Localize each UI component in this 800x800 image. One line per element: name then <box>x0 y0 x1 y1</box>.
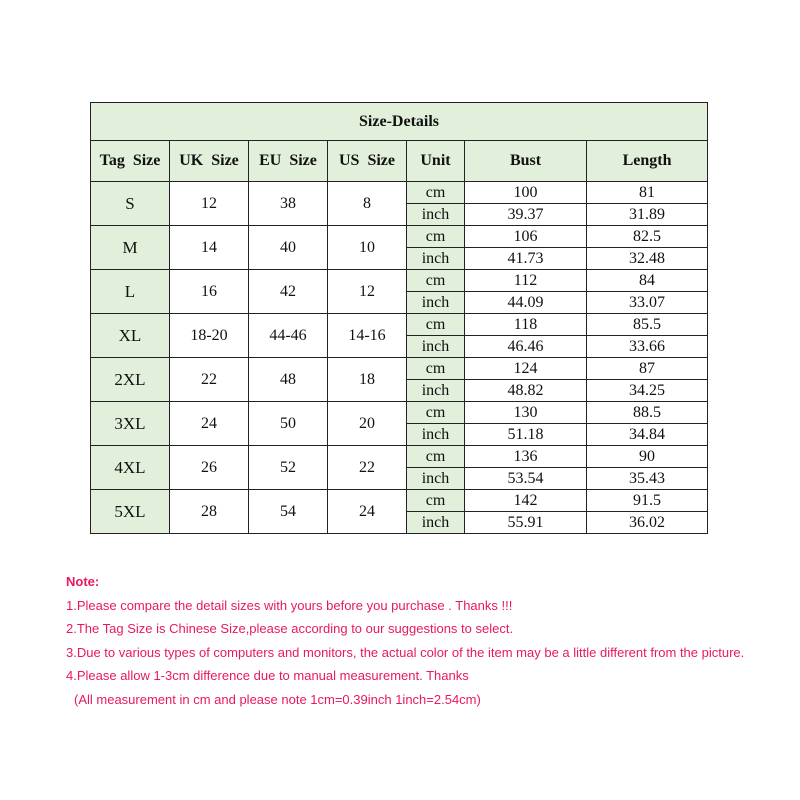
length-cell: 87 <box>587 358 708 380</box>
uk-size-cell: 12 <box>170 182 249 226</box>
uk-size-cell: 18-20 <box>170 314 249 358</box>
table-row <box>91 446 708 468</box>
bust-cell: 48.82 <box>465 380 587 402</box>
unit-cell: inch <box>407 336 465 358</box>
table-row <box>91 402 708 424</box>
tag-size-cell: 2XL <box>91 358 170 402</box>
uk-size-cell: 14 <box>170 226 249 270</box>
us-size-cell: 8 <box>328 182 407 226</box>
length-cell: 35.43 <box>587 468 708 490</box>
unit-cell: cm <box>407 270 465 292</box>
length-cell: 88.5 <box>587 402 708 424</box>
length-cell: 36.02 <box>587 512 708 534</box>
length-cell: 34.84 <box>587 424 708 446</box>
uk-size-cell: 24 <box>170 402 249 446</box>
length-cell: 32.48 <box>587 248 708 270</box>
length-cell: 31.89 <box>587 204 708 226</box>
length-cell: 91.5 <box>587 490 708 512</box>
bust-cell: 44.09 <box>465 292 587 314</box>
us-size-cell: 18 <box>328 358 407 402</box>
bust-cell: 112 <box>465 270 587 292</box>
header-length: Length <box>587 141 708 182</box>
length-cell: 33.07 <box>587 292 708 314</box>
tag-size-cell: M <box>91 226 170 270</box>
header-row <box>91 141 708 182</box>
us-size-cell: 14-16 <box>328 314 407 358</box>
bust-cell: 41.73 <box>465 248 587 270</box>
eu-size-cell: 40 <box>249 226 328 270</box>
note-line-3: 3.Due to various types of computers and monitors, the actual color of the item may be a little different from the picture. <box>66 644 745 660</box>
length-cell: 33.66 <box>587 336 708 358</box>
eu-size-cell: 48 <box>249 358 328 402</box>
note-line-4: 4.Please allow 1-3cm difference due to manual measurement. Thanks <box>66 668 469 683</box>
tag-size-cell: L <box>91 270 170 314</box>
header-tag-size: Tag Size <box>91 141 170 182</box>
header-uk-size: UK Size <box>170 141 249 182</box>
bust-cell: 39.37 <box>465 204 587 226</box>
notes-title: Note: <box>66 574 100 589</box>
bust-cell: 53.54 <box>465 468 587 490</box>
unit-cell: cm <box>407 402 465 424</box>
bust-cell: 130 <box>465 402 587 424</box>
table-title: Size-Details <box>91 103 708 141</box>
length-cell: 34.25 <box>587 380 708 402</box>
tag-size-cell: 4XL <box>91 446 170 490</box>
eu-size-cell: 42 <box>249 270 328 314</box>
table-row <box>91 226 708 248</box>
length-cell: 81 <box>587 182 708 204</box>
us-size-cell: 10 <box>328 226 407 270</box>
unit-cell: cm <box>407 314 465 336</box>
bust-cell: 106 <box>465 226 587 248</box>
tag-size-cell: 5XL <box>91 490 170 534</box>
table-row <box>91 314 708 336</box>
unit-cell: cm <box>407 182 465 204</box>
us-size-cell: 22 <box>328 446 407 490</box>
length-cell: 90 <box>587 446 708 468</box>
unit-cell: inch <box>407 468 465 490</box>
header-bust: Bust <box>465 141 587 182</box>
bust-cell: 142 <box>465 490 587 512</box>
unit-cell: cm <box>407 446 465 468</box>
eu-size-cell: 52 <box>249 446 328 490</box>
table-row <box>91 358 708 380</box>
us-size-cell: 12 <box>328 270 407 314</box>
notes-section <box>66 570 744 711</box>
note-line-1: 1.Please compare the detail sizes with yours before you purchase . Thanks !!! <box>66 597 513 613</box>
eu-size-cell: 38 <box>249 182 328 226</box>
bust-cell: 100 <box>465 182 587 204</box>
bust-cell: 124 <box>465 358 587 380</box>
eu-size-cell: 44-46 <box>249 314 328 358</box>
tag-size-cell: 3XL <box>91 402 170 446</box>
uk-size-cell: 26 <box>170 446 249 490</box>
unit-cell: inch <box>407 512 465 534</box>
unit-cell: cm <box>407 358 465 380</box>
unit-cell: inch <box>407 292 465 314</box>
tag-size-cell: S <box>91 182 170 226</box>
uk-size-cell: 28 <box>170 490 249 534</box>
eu-size-cell: 54 <box>249 490 328 534</box>
header-unit: Unit <box>407 141 465 182</box>
table-body <box>91 182 708 534</box>
us-size-cell: 24 <box>328 490 407 534</box>
uk-size-cell: 22 <box>170 358 249 402</box>
us-size-cell: 20 <box>328 402 407 446</box>
unit-cell: inch <box>407 424 465 446</box>
eu-size-cell: 50 <box>249 402 328 446</box>
length-cell: 82.5 <box>587 226 708 248</box>
bust-cell: 118 <box>465 314 587 336</box>
bust-cell: 55.91 <box>465 512 587 534</box>
table-row <box>91 270 708 292</box>
unit-cell: cm <box>407 490 465 512</box>
bust-cell: 51.18 <box>465 424 587 446</box>
unit-cell: inch <box>407 204 465 226</box>
tag-size-cell: XL <box>91 314 170 358</box>
unit-cell: inch <box>407 248 465 270</box>
bust-cell: 136 <box>465 446 587 468</box>
uk-size-cell: 16 <box>170 270 249 314</box>
length-cell: 84 <box>587 270 708 292</box>
header-eu-size: EU Size <box>249 141 328 182</box>
unit-cell: cm <box>407 226 465 248</box>
size-details-table <box>90 102 708 534</box>
bust-cell: 46.46 <box>465 336 587 358</box>
length-cell: 85.5 <box>587 314 708 336</box>
table-row <box>91 490 708 512</box>
unit-cell: inch <box>407 380 465 402</box>
note-footnote: (All measurement in cm and please note 1cm=0.39inch 1inch=2.54cm) <box>74 691 481 707</box>
header-us-size: US Size <box>328 141 407 182</box>
table-row <box>91 182 708 204</box>
note-line-2: 2.The Tag Size is Chinese Size,please according to our suggestions to select. <box>66 621 514 636</box>
